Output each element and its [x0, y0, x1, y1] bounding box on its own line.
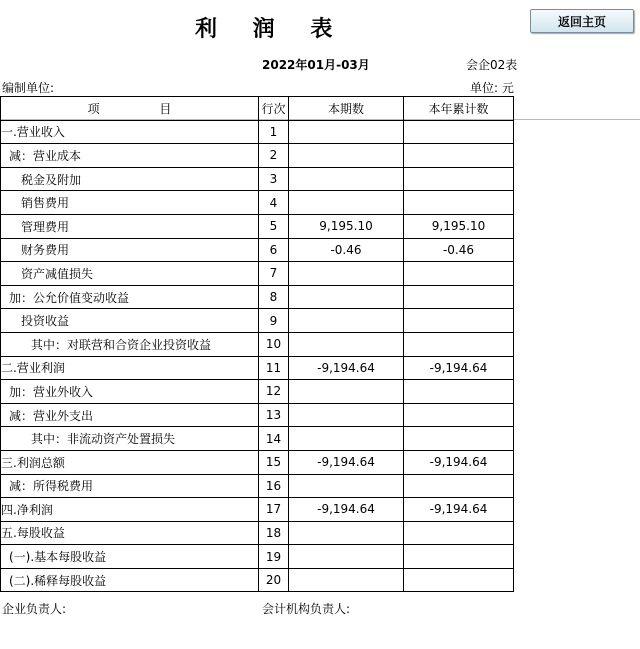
row-current-cell[interactable] [289, 144, 404, 168]
row-ytd-cell[interactable] [404, 568, 514, 592]
accounting-head-label: 会计机构负责人: [262, 602, 351, 616]
row-item-cell[interactable]: 税金及附加 [1, 167, 259, 191]
row-item-cell[interactable]: 其中：非流动资产处置损失 [1, 427, 259, 451]
row-current-cell[interactable] [289, 545, 404, 569]
row-line-cell[interactable]: 14 [259, 427, 289, 451]
row-ytd-cell[interactable] [404, 427, 514, 451]
column-header-line[interactable]: 行次 [259, 97, 289, 121]
table-row [1, 545, 514, 569]
row-current-cell[interactable] [289, 403, 404, 427]
row-current-cell[interactable] [289, 262, 404, 286]
row-line-cell[interactable]: 3 [259, 167, 289, 191]
row-line-cell[interactable]: 7 [259, 262, 289, 286]
column-header-current[interactable]: 本期数 [289, 97, 404, 121]
row-ytd-cell[interactable] [404, 380, 514, 404]
row-line-cell[interactable]: 1 [259, 120, 289, 144]
row-item-cell[interactable]: 四.净利润 [1, 498, 259, 522]
row-current-cell[interactable] [289, 120, 404, 144]
income-statement-table [0, 96, 514, 592]
row-line-cell[interactable]: 18 [259, 521, 289, 545]
row-line-cell[interactable]: 16 [259, 474, 289, 498]
column-header-item[interactable] [1, 97, 259, 121]
row-line-cell[interactable]: 20 [259, 568, 289, 592]
row-item-cell[interactable]: 减：营业成本 [1, 144, 259, 168]
row-current-cell[interactable]: -9,194.64 [289, 356, 404, 380]
row-ytd-cell[interactable]: -0.46 [404, 238, 514, 262]
row-ytd-cell[interactable] [404, 332, 514, 356]
row-ytd-cell[interactable] [404, 521, 514, 545]
row-item-cell[interactable]: 二.营业利润 [1, 356, 259, 380]
row-current-cell[interactable] [289, 191, 404, 215]
row-item-cell[interactable]: 资产减值损失 [1, 262, 259, 286]
row-current-cell[interactable] [289, 285, 404, 309]
table-row [1, 214, 514, 238]
table-header-row [1, 97, 514, 121]
table-row [1, 474, 514, 498]
table-row [1, 167, 514, 191]
row-item-cell[interactable]: 加：公允价值变动收益 [1, 285, 259, 309]
table-row [1, 356, 514, 380]
table-row [1, 285, 514, 309]
row-item-cell[interactable]: 加：营业外收入 [1, 380, 259, 404]
row-item-cell[interactable]: 减：营业外支出 [1, 403, 259, 427]
table-row [1, 427, 514, 451]
table-row [1, 144, 514, 168]
row-ytd-cell[interactable] [404, 144, 514, 168]
table-row [1, 380, 514, 404]
row-item-cell[interactable]: (一).基本每股收益 [1, 545, 259, 569]
row-line-cell[interactable]: 6 [259, 238, 289, 262]
row-item-cell[interactable]: 投资收益 [1, 309, 259, 333]
table-row [1, 309, 514, 333]
unit-label: 单位: 元 [470, 81, 514, 95]
row-item-cell[interactable]: 其中：对联营和合资企业投资收益 [1, 332, 259, 356]
row-ytd-cell[interactable]: 9,195.10 [404, 214, 514, 238]
row-ytd-cell[interactable] [404, 309, 514, 333]
row-line-cell[interactable]: 2 [259, 144, 289, 168]
row-ytd-cell[interactable] [404, 403, 514, 427]
row-line-cell[interactable]: 4 [259, 191, 289, 215]
row-current-cell[interactable] [289, 167, 404, 191]
row-current-cell[interactable] [289, 568, 404, 592]
row-ytd-cell[interactable]: -9,194.64 [404, 498, 514, 522]
table-row [1, 498, 514, 522]
row-current-cell[interactable]: 9,195.10 [289, 214, 404, 238]
table-row [1, 238, 514, 262]
row-line-cell[interactable]: 5 [259, 214, 289, 238]
row-current-cell[interactable]: -9,194.64 [289, 450, 404, 474]
report-period: 2022年01月-03月 [262, 58, 370, 72]
row-line-cell[interactable]: 13 [259, 403, 289, 427]
report-title: 利 润 表 [195, 17, 347, 42]
row-item-cell[interactable]: (二).稀释每股收益 [1, 568, 259, 592]
return-home-button[interactable]: 返回主页 [530, 9, 634, 33]
row-line-cell[interactable]: 17 [259, 498, 289, 522]
row-ytd-cell[interactable] [404, 474, 514, 498]
row-item-cell[interactable]: 管理费用 [1, 214, 259, 238]
row-line-cell[interactable]: 15 [259, 450, 289, 474]
row-line-cell[interactable]: 10 [259, 332, 289, 356]
table-row [1, 120, 514, 144]
row-current-cell[interactable] [289, 309, 404, 333]
table-row [1, 403, 514, 427]
row-current-cell[interactable] [289, 427, 404, 451]
column-header-item-label: 项 目 [87, 101, 200, 116]
row-current-cell[interactable] [289, 380, 404, 404]
row-item-cell[interactable]: 销售费用 [1, 191, 259, 215]
column-header-ytd[interactable]: 本年累计数 [404, 97, 514, 121]
row-line-cell[interactable]: 12 [259, 380, 289, 404]
row-current-cell[interactable] [289, 474, 404, 498]
row-ytd-cell[interactable] [404, 545, 514, 569]
table-row [1, 262, 514, 286]
row-current-cell[interactable] [289, 521, 404, 545]
row-ytd-cell[interactable] [404, 191, 514, 215]
row-ytd-cell[interactable] [404, 285, 514, 309]
row-item-cell[interactable]: 财务费用 [1, 238, 259, 262]
row-ytd-cell[interactable] [404, 167, 514, 191]
row-ytd-cell[interactable]: -9,194.64 [404, 450, 514, 474]
row-line-cell[interactable]: 8 [259, 285, 289, 309]
table-row [1, 450, 514, 474]
row-current-cell[interactable]: -9,194.64 [289, 498, 404, 522]
table-row [1, 332, 514, 356]
company-head-label: 企业负责人: [2, 602, 67, 616]
table-row [1, 191, 514, 215]
row-current-cell[interactable] [289, 332, 404, 356]
row-ytd-cell[interactable]: -9,194.64 [404, 356, 514, 380]
row-line-cell[interactable]: 9 [259, 309, 289, 333]
table-row [1, 568, 514, 592]
org-label: 编制单位: [2, 81, 55, 95]
row-current-cell[interactable]: -0.46 [289, 238, 404, 262]
row-line-cell[interactable]: 11 [259, 356, 289, 380]
form-code: 会企02表 [466, 58, 518, 72]
row-ytd-cell[interactable] [404, 120, 514, 144]
row-item-cell[interactable]: 减：所得税费用 [1, 474, 259, 498]
row-item-cell[interactable]: 五.每股收益 [1, 521, 259, 545]
row-line-cell[interactable]: 19 [259, 545, 289, 569]
row-item-cell[interactable]: 三.利润总额 [1, 450, 259, 474]
table-row [1, 521, 514, 545]
row-ytd-cell[interactable] [404, 262, 514, 286]
row-item-cell[interactable]: 一.营业收入 [1, 120, 259, 144]
